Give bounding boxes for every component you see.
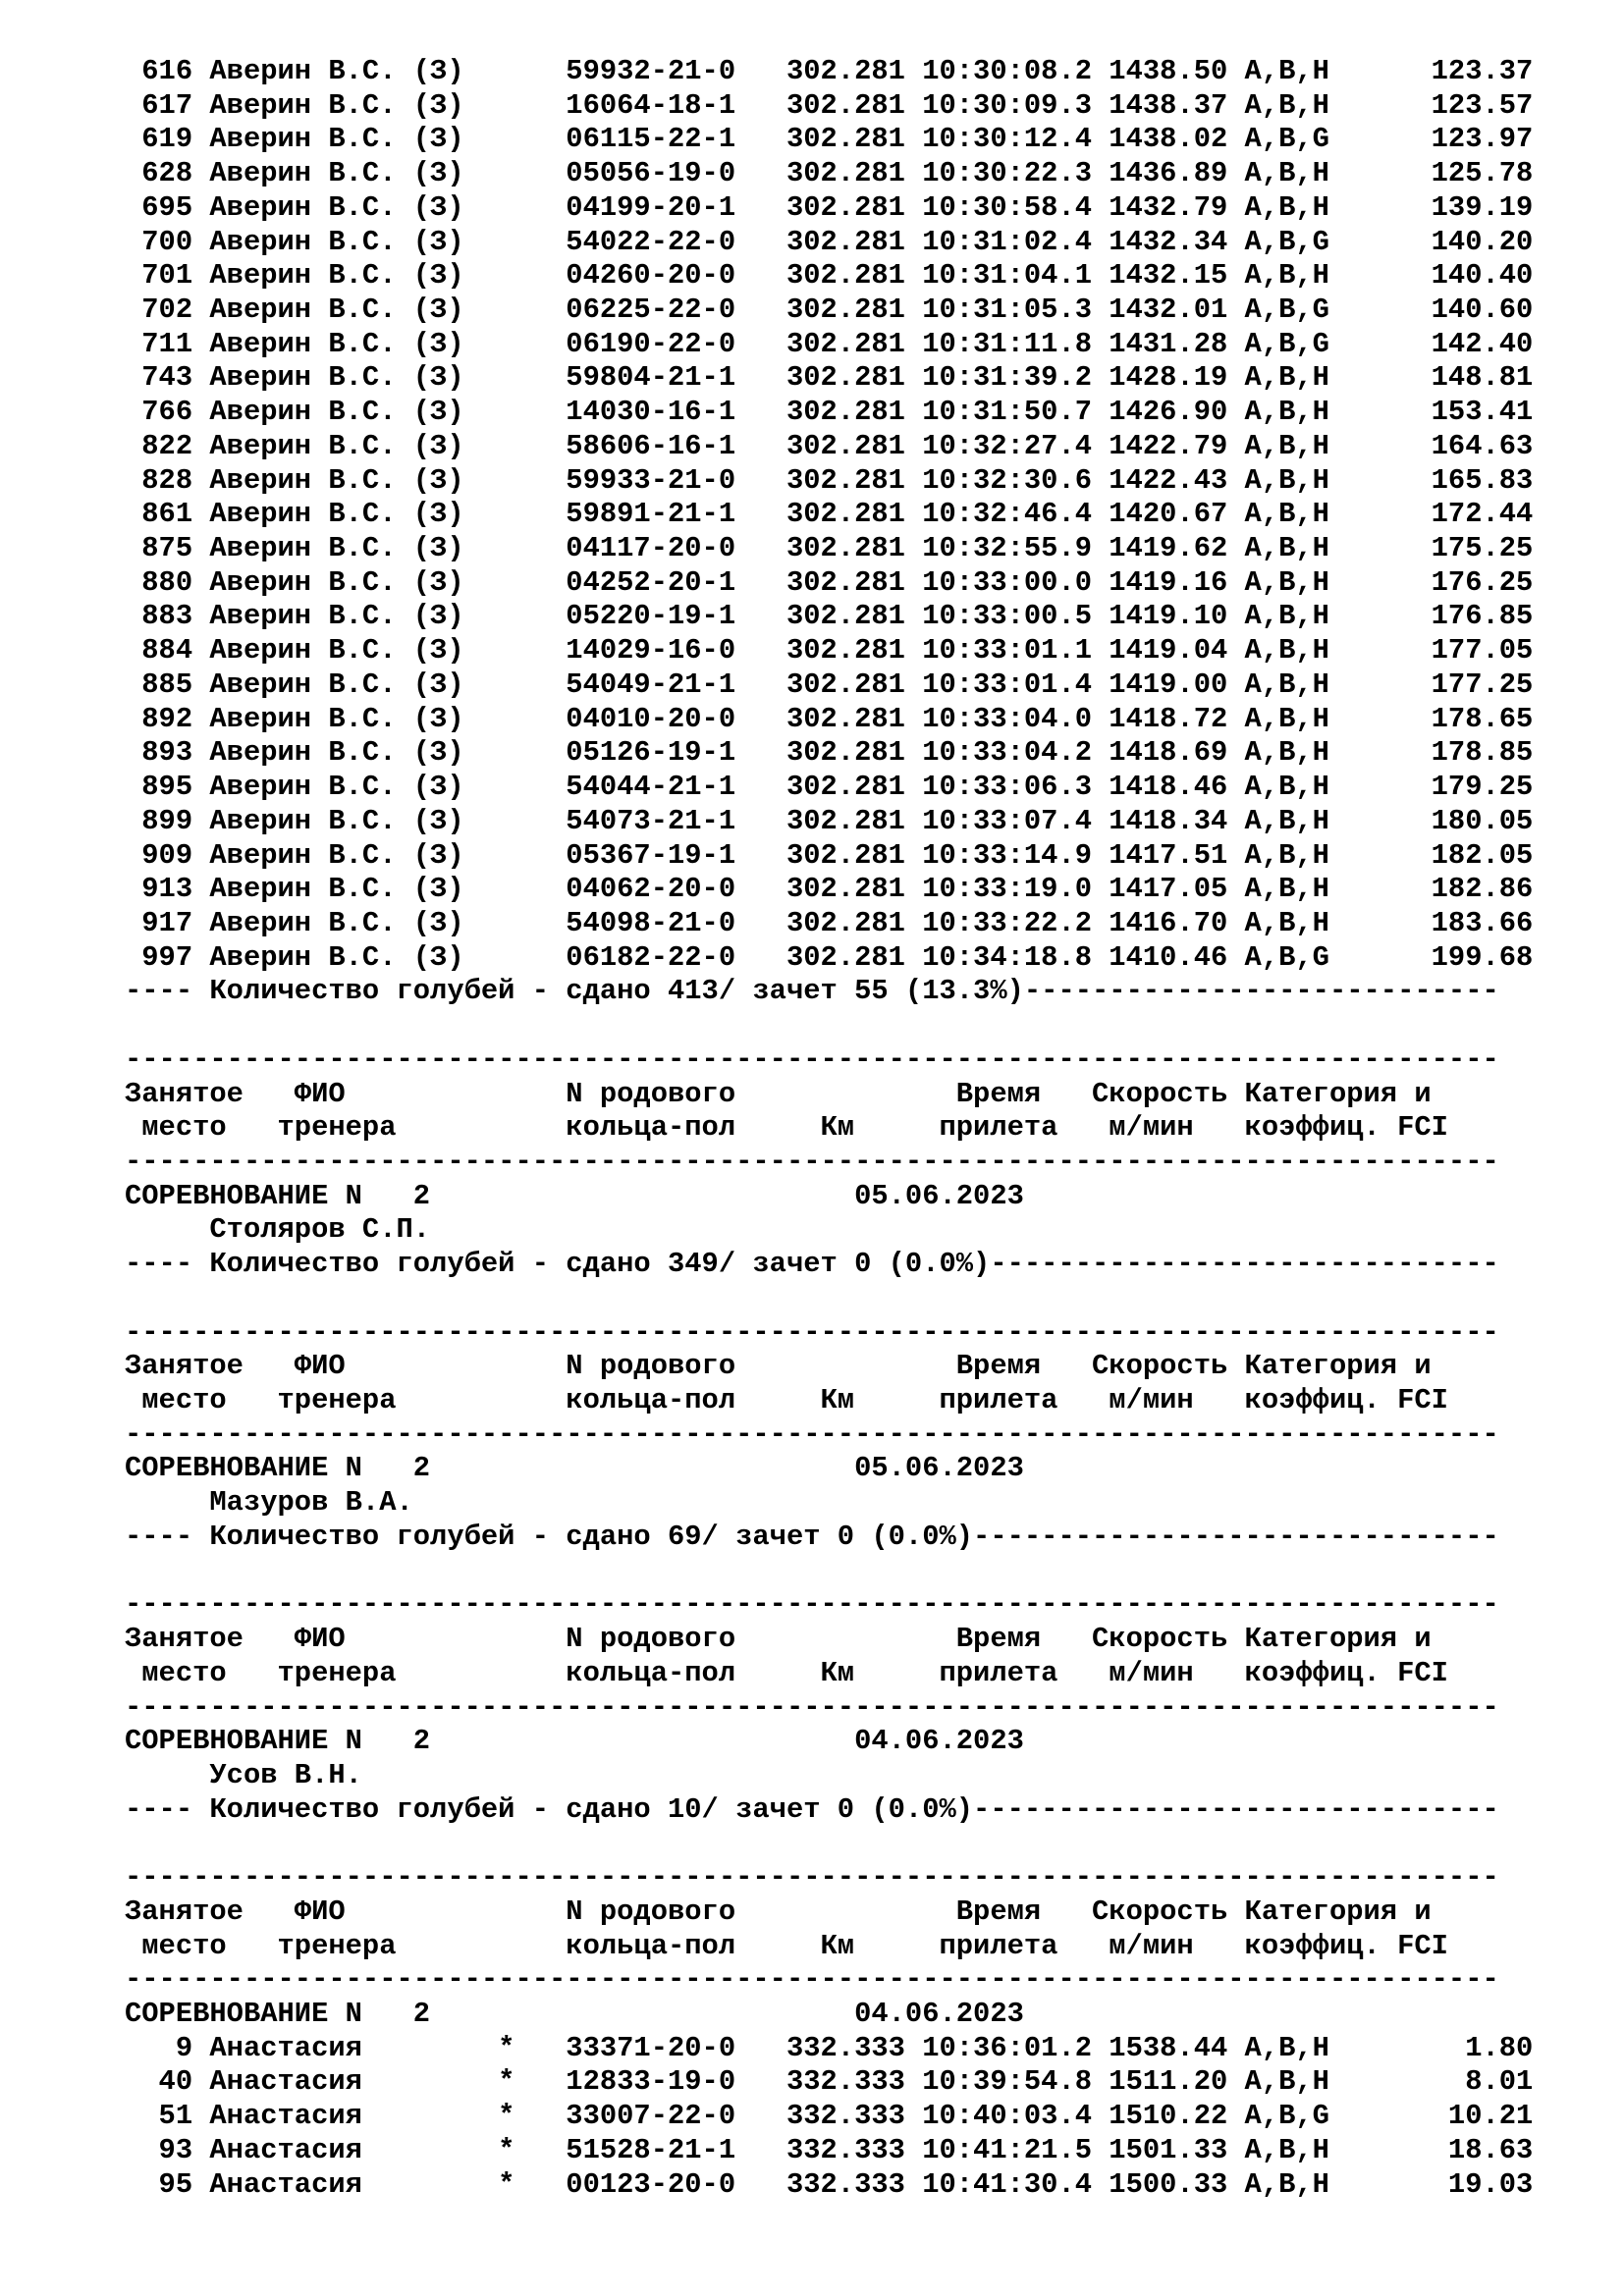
result-row: 899 Аверин В.С. (З) 54073-21-1 302.281 10:33:07.4 1418.34 A,B,H 180.05 xyxy=(125,804,1534,837)
result-row: 892 Аверин В.С. (З) 04010-20-0 302.281 10:33:04.0 1418.72 A,B,H 178.65 xyxy=(125,702,1534,735)
trainer-name: Мазуров В.А. xyxy=(125,1486,413,1520)
result-row: 822 Аверин В.С. (З) 58606-16-1 302.281 10:32:27.4 1422.79 A,B,H 164.63 xyxy=(125,429,1534,462)
result-row: 893 Аверин В.С. (З) 05126-19-1 302.281 10:33:04.2 1418.69 A,B,H 178.85 xyxy=(125,736,1534,770)
result-row: 885 Аверин В.С. (З) 54049-21-1 302.281 10:33:01.4 1419.00 A,B,H 177.25 xyxy=(125,667,1534,701)
result-row: 617 Аверин В.С. (З) 16064-18-1 302.281 10:30:09.3 1438.37 A,B,H 123.57 xyxy=(125,88,1534,122)
result-row: 40 Анастасия * 12833-19-0 332.333 10:39:54.8 1511.20 A,B,H 8.01 xyxy=(125,2065,1534,2099)
result-row: 828 Аверин В.С. (З) 59933-21-0 302.281 10:32:30.6 1422.43 A,B,H 165.83 xyxy=(125,463,1534,497)
result-row: 861 Аверин В.С. (З) 59891-21-1 302.281 10:32:46.4 1420.67 A,B,H 172.44 xyxy=(125,498,1534,531)
column-header: Занятое ФИО N родового Время Скорость Категория и xyxy=(125,1895,1432,1928)
result-row: 895 Аверин В.С. (З) 54044-21-1 302.281 10:33:06.3 1418.46 A,B,H 179.25 xyxy=(125,771,1534,804)
summary-line: ---- Количество голубей - сдано 349/ зачет 0 (0.0%)------------------------------ xyxy=(125,1248,1499,1281)
result-row: 875 Аверин В.С. (З) 04117-20-0 302.281 10:32:55.9 1419.62 A,B,H 175.25 xyxy=(125,532,1534,565)
separator-line: --------------------------------------------------------------------------------- xyxy=(125,1588,1499,1622)
competition-header: СОРЕВНОВАНИЕ N 2 05.06.2023 xyxy=(125,1452,1024,1485)
competition-header: СОРЕВНОВАНИЕ N 2 04.06.2023 xyxy=(125,1725,1024,1758)
result-row: 628 Аверин В.С. (З) 05056-19-0 302.281 10:30:22.3 1436.89 A,B,H 125.78 xyxy=(125,157,1534,190)
summary-line: ---- Количество голубей - сдано 69/ зачет 0 (0.0%)------------------------------- xyxy=(125,1520,1499,1553)
result-row: 743 Аверин В.С. (З) 59804-21-1 302.281 10:31:39.2 1428.19 A,B,H 148.81 xyxy=(125,361,1534,395)
result-row: 616 Аверин В.С. (З) 59932-21-0 302.281 10:30:08.2 1438.50 A,B,H 123.37 xyxy=(125,54,1534,87)
separator-line: --------------------------------------------------------------------------------- xyxy=(125,1963,1499,1997)
trainer-name: Столяров С.П. xyxy=(125,1213,431,1247)
column-header: Занятое ФИО N родового Время Скорость Категория и xyxy=(125,1077,1432,1110)
result-row: 884 Аверин В.С. (З) 14029-16-0 302.281 10:33:01.1 1419.04 A,B,H 177.05 xyxy=(125,634,1534,667)
separator-line: --------------------------------------------------------------------------------- xyxy=(125,1690,1499,1724)
result-row: 9 Анастасия * 33371-20-0 332.333 10:36:01.2 1538.44 A,B,H 1.80 xyxy=(125,2031,1534,2064)
column-header: место тренера кольца-пол Км прилета м/мин коэффиц. FCI xyxy=(125,1111,1448,1145)
result-row: 917 Аверин В.С. (З) 54098-21-0 302.281 10:33:22.2 1416.70 A,B,H 183.66 xyxy=(125,906,1534,939)
result-row: 711 Аверин В.С. (З) 06190-22-0 302.281 10:31:11.8 1431.28 A,B,G 142.40 xyxy=(125,327,1534,360)
column-header: Занятое ФИО N родового Время Скорость Категория и xyxy=(125,1350,1432,1383)
separator-line: --------------------------------------------------------------------------------- xyxy=(125,1042,1499,1076)
result-row: 909 Аверин В.С. (З) 05367-19-1 302.281 10:33:14.9 1417.51 A,B,H 182.05 xyxy=(125,838,1534,872)
result-row: 766 Аверин В.С. (З) 14030-16-1 302.281 10:31:50.7 1426.90 A,B,H 153.41 xyxy=(125,396,1534,429)
result-row: 913 Аверин В.С. (З) 04062-20-0 302.281 10:33:19.0 1417.05 A,B,H 182.86 xyxy=(125,873,1534,906)
column-header: место тренера кольца-пол Км прилета м/мин коэффиц. FCI xyxy=(125,1929,1448,1962)
competition-header: СОРЕВНОВАНИЕ N 2 05.06.2023 xyxy=(125,1179,1024,1212)
result-row: 883 Аверин В.С. (З) 05220-19-1 302.281 10:33:00.5 1419.10 A,B,H 176.85 xyxy=(125,600,1534,633)
separator-line: --------------------------------------------------------------------------------- xyxy=(125,1315,1499,1349)
result-row: 95 Анастасия * 00123-20-0 332.333 10:41:30.4 1500.33 A,B,H 19.03 xyxy=(125,2167,1534,2201)
result-row: 695 Аверин В.С. (З) 04199-20-1 302.281 10:30:58.4 1432.79 A,B,H 139.19 xyxy=(125,190,1534,224)
competition-header: СОРЕВНОВАНИЕ N 2 04.06.2023 xyxy=(125,1998,1024,2030)
result-row: 880 Аверин В.С. (З) 04252-20-1 302.281 10:33:00.0 1419.16 A,B,H 176.25 xyxy=(125,565,1534,599)
column-header: место тренера кольца-пол Км прилета м/мин коэффиц. FCI xyxy=(125,1384,1448,1417)
result-row: 93 Анастасия * 51528-21-1 332.333 10:41:21.5 1501.33 A,B,H 18.63 xyxy=(125,2133,1534,2166)
result-row: 619 Аверин В.С. (З) 06115-22-1 302.281 10:30:12.4 1438.02 A,B,G 123.97 xyxy=(125,123,1534,156)
result-row: 51 Анастасия * 33007-22-0 332.333 10:40:03.4 1510.22 A,B,G 10.21 xyxy=(125,2100,1534,2133)
summary-line: ---- Количество голубей - сдано 10/ зачет 0 (0.0%)------------------------------- xyxy=(125,1792,1499,1826)
summary-line: ---- Количество голубей - сдано 413/ зачет 55 (13.3%)---------------------------- xyxy=(125,975,1499,1008)
column-header: место тренера кольца-пол Км прилета м/мин коэффиц. FCI xyxy=(125,1656,1448,1689)
result-row: 997 Аверин В.С. (З) 06182-22-0 302.281 10:34:18.8 1410.46 A,B,G 199.68 xyxy=(125,940,1534,974)
result-row: 701 Аверин В.С. (З) 04260-20-0 302.281 10:31:04.1 1432.15 A,B,H 140.40 xyxy=(125,259,1534,293)
result-row: 702 Аверин В.С. (З) 06225-22-0 302.281 10:31:05.3 1432.01 A,B,G 140.60 xyxy=(125,294,1534,326)
separator-line: --------------------------------------------------------------------------------- xyxy=(125,1417,1499,1451)
result-row: 700 Аверин В.С. (З) 54022-22-0 302.281 10:31:02.4 1432.34 A,B,G 140.20 xyxy=(125,225,1534,258)
column-header: Занятое ФИО N родового Время Скорость Категория и xyxy=(125,1623,1432,1656)
trainer-name: Усов В.Н. xyxy=(125,1758,362,1791)
separator-line: --------------------------------------------------------------------------------- xyxy=(125,1861,1499,1895)
separator-line: --------------------------------------------------------------------------------- xyxy=(125,1146,1499,1178)
